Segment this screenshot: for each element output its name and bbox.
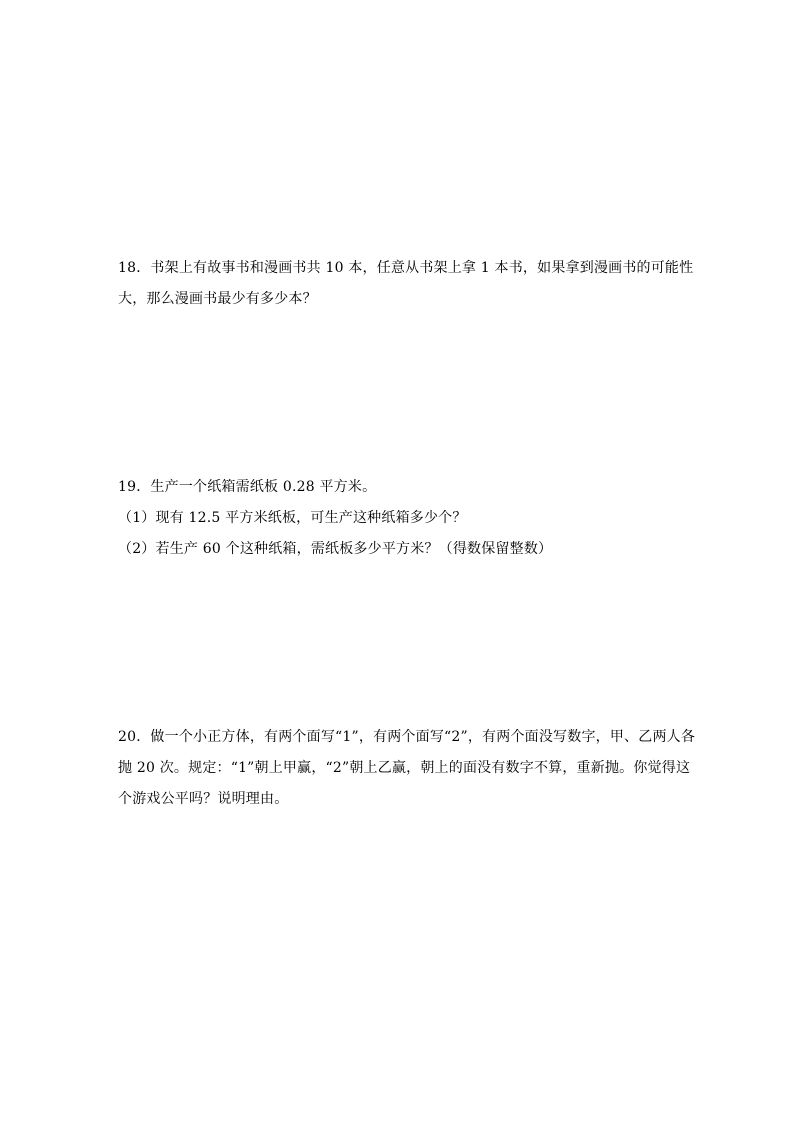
question-20-line-3: 个游戏公平吗？说明理由。 [118,791,289,807]
question-18-line-1: 18．书架上有故事书和漫画书共 10 本，任意从书架上拿 1 本书，如果拿到漫画书的可能性 [118,260,694,276]
question-20-line-1: 20．做一个小正方体，有两个面写“1”，有两个面写“2”，有两个面没写数字，甲、乙两人各 [118,729,696,745]
question-19-part-2: （2）若生产 60 个这种纸箱，需纸板多少平方米？（得数保留整数） [118,541,553,557]
question-19-part-1: （1）现有 12.5 平方米纸板，可生产这种纸箱多少个？ [118,510,467,526]
question-20-line-2: 抛 20 次。规定：“1”朝上甲赢，“2”朝上乙赢，朝上的面没有数字不算，重新抛。你觉得这 [118,760,691,776]
question-18-line-2: 大，那么漫画书最少有多少本？ [118,291,317,307]
question-19-line-1: 19．生产一个纸箱需纸板 0.28 平方米。 [118,479,377,495]
